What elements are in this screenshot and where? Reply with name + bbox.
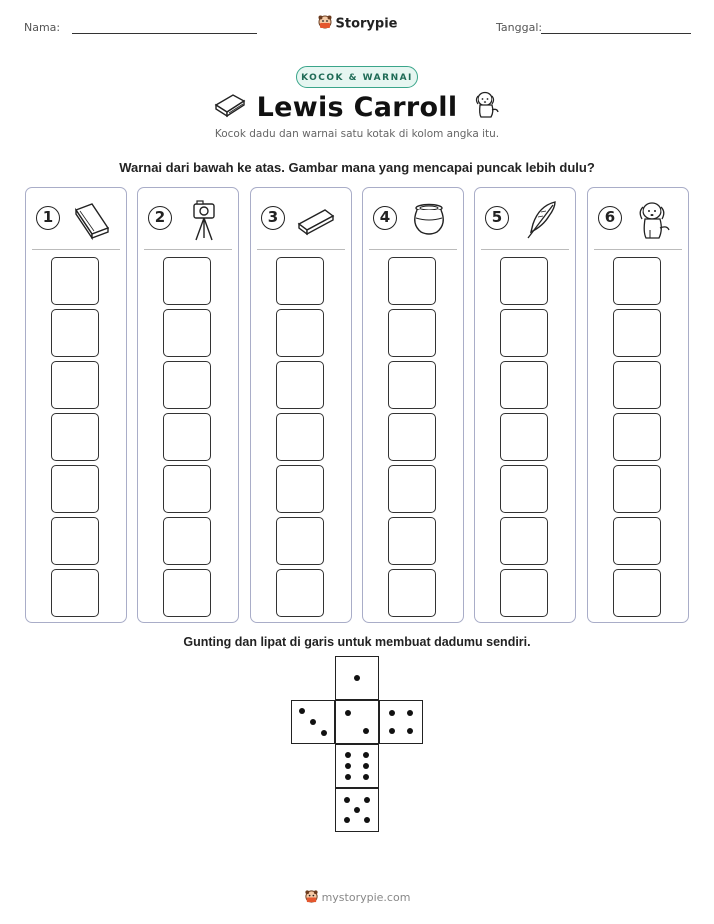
color-box[interactable] <box>500 517 548 565</box>
date-label: Tanggal: <box>496 21 543 34</box>
color-box[interactable] <box>51 465 99 513</box>
color-box[interactable] <box>276 465 324 513</box>
die-face-3 <box>291 700 335 744</box>
column-divider <box>481 249 569 250</box>
column-divider <box>144 249 232 250</box>
color-box[interactable] <box>163 413 211 461</box>
color-box[interactable] <box>163 465 211 513</box>
cut-instruction: Gunting dan lipat di garis untuk membuat dadumu sendiri. <box>183 635 531 649</box>
column-4 <box>362 187 464 623</box>
book-icon <box>70 198 114 242</box>
die-pip <box>389 710 395 716</box>
color-box[interactable] <box>613 413 661 461</box>
die-pip <box>363 728 369 734</box>
die-pip <box>363 774 369 780</box>
column-divider <box>257 249 345 250</box>
color-box[interactable] <box>276 413 324 461</box>
die-pip <box>364 797 370 803</box>
name-label: Nama: <box>24 21 61 34</box>
column-6 <box>587 187 689 623</box>
column-5 <box>474 187 576 623</box>
column-divider <box>594 249 682 250</box>
title-book-icon <box>213 91 247 126</box>
die-face-4 <box>379 700 423 744</box>
die-net <box>290 656 424 834</box>
puppy-icon <box>632 198 676 242</box>
die-face-5 <box>335 788 379 832</box>
die-face-6 <box>335 744 379 788</box>
die-pip <box>345 752 351 758</box>
color-box[interactable] <box>388 309 436 357</box>
brand-name: Storypie <box>335 16 398 32</box>
footer <box>0 889 714 907</box>
die-face-1 <box>335 656 379 700</box>
color-box[interactable] <box>500 257 548 305</box>
die-pip <box>345 774 351 780</box>
color-box[interactable] <box>500 465 548 513</box>
color-box[interactable] <box>500 309 548 357</box>
title-puppy-icon <box>473 90 501 127</box>
pot-icon <box>407 198 451 242</box>
color-box[interactable] <box>500 361 548 409</box>
color-box[interactable] <box>388 569 436 617</box>
footer-url[interactable]: mystorypie.com <box>321 891 411 904</box>
quill-feather-icon <box>519 198 563 242</box>
brand-logo <box>0 14 714 34</box>
die-pip <box>310 719 316 725</box>
color-box[interactable] <box>276 257 324 305</box>
color-box[interactable] <box>388 257 436 305</box>
color-box[interactable] <box>51 517 99 565</box>
die-face-2 <box>335 700 379 744</box>
activity-badge: KOCOK & WARNAI <box>296 66 418 88</box>
color-box[interactable] <box>276 309 324 357</box>
column-1 <box>25 187 127 623</box>
color-box[interactable] <box>613 309 661 357</box>
color-box[interactable] <box>163 257 211 305</box>
die-pip <box>354 675 360 681</box>
column-divider <box>369 249 457 250</box>
color-box[interactable] <box>276 361 324 409</box>
color-box[interactable] <box>163 569 211 617</box>
column-divider <box>32 249 120 250</box>
die-pip <box>345 763 351 769</box>
column-number: 3 <box>261 206 285 230</box>
column-number: 4 <box>373 206 397 230</box>
color-box[interactable] <box>51 569 99 617</box>
color-box[interactable] <box>613 569 661 617</box>
die-pip <box>344 817 350 823</box>
color-box[interactable] <box>613 257 661 305</box>
color-box[interactable] <box>388 413 436 461</box>
color-box[interactable] <box>163 517 211 565</box>
storypie-mascot-icon <box>317 14 333 34</box>
color-box[interactable] <box>613 465 661 513</box>
die-pip <box>364 817 370 823</box>
die-pip <box>344 797 350 803</box>
die-pip <box>363 752 369 758</box>
color-box[interactable] <box>613 361 661 409</box>
color-box[interactable] <box>51 309 99 357</box>
color-box[interactable] <box>613 517 661 565</box>
subtitle: Kocok dadu dan warnai satu kotak di kolom angka itu. <box>214 128 500 140</box>
column-number: 1 <box>36 206 60 230</box>
column-number: 2 <box>148 206 172 230</box>
page-title <box>0 90 714 127</box>
column-number: 6 <box>598 206 622 230</box>
title-text: Lewis Carroll <box>256 92 458 123</box>
color-box[interactable] <box>500 569 548 617</box>
die-pip <box>389 728 395 734</box>
die-pip <box>407 728 413 734</box>
die-pip <box>407 710 413 716</box>
color-box[interactable] <box>388 517 436 565</box>
date-line[interactable] <box>541 33 691 34</box>
color-box[interactable] <box>51 413 99 461</box>
column-number: 5 <box>485 206 509 230</box>
eraser-icon <box>295 198 339 242</box>
color-box[interactable] <box>276 569 324 617</box>
color-box[interactable] <box>276 517 324 565</box>
column-3 <box>250 187 352 623</box>
color-box[interactable] <box>500 413 548 461</box>
color-box[interactable] <box>163 309 211 357</box>
storypie-mascot-icon <box>304 889 319 907</box>
instruction-text: Warnai dari bawah ke atas. Gambar mana yang mencapai puncak lebih dulu? <box>119 160 595 175</box>
color-box[interactable] <box>51 361 99 409</box>
die-pip <box>345 710 351 716</box>
die-pip <box>354 807 360 813</box>
color-box[interactable] <box>163 361 211 409</box>
color-box[interactable] <box>51 257 99 305</box>
die-pip <box>321 730 327 736</box>
die-pip <box>299 708 305 714</box>
camera-tripod-icon <box>182 198 226 242</box>
color-box[interactable] <box>388 465 436 513</box>
die-pip <box>363 763 369 769</box>
column-2 <box>137 187 239 623</box>
color-box[interactable] <box>388 361 436 409</box>
